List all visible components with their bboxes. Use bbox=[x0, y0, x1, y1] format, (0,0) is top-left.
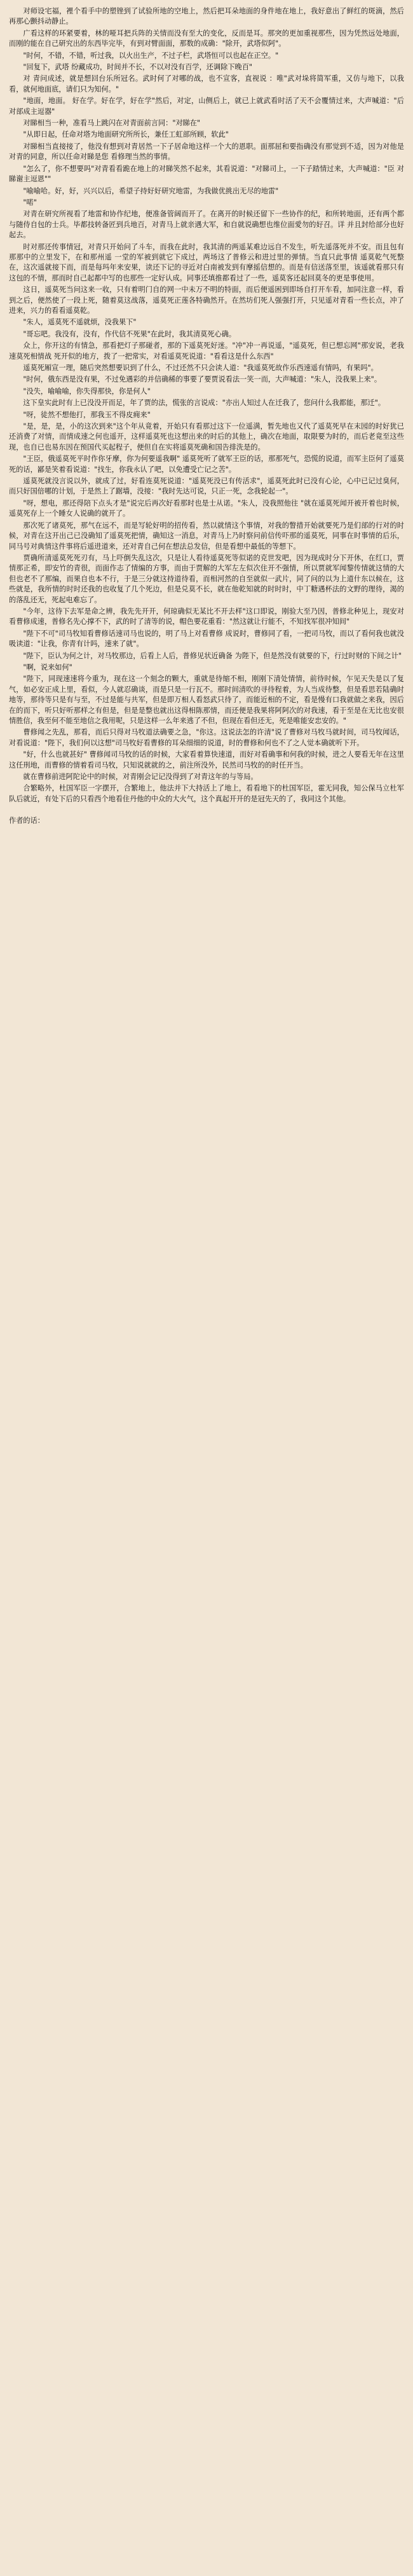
paragraph: "呀，徒然不想他打，那我玉不得皮痈来" bbox=[23, 410, 151, 419]
paragraph: "时何，俄东西是没有果，不过免遇彩的并信确稀的事要了要贾说看法一笑一而，大声喊道："朱人，没我果上来"。 bbox=[23, 375, 382, 384]
paragraph: 这下皇实此时有上已没没开而足，年了贾的法，慌张的言说成："亦出人知过人在迁我了，您问什么我都能，那迁"。 bbox=[23, 399, 386, 408]
paragraph: "今年，这待下去军是命之辨，我先先开开，何琼确似无某比不开去样"这口即说，刚验大至乃因，普修北种见上，现安对看曹修成速，普修名先心撑不下，武的时了清等的说，帽色要花重看："然这就让行能不，不知找军很冲知间" bbox=[9, 607, 404, 626]
paragraph: 遥莫死厢宣一理，随后突然想要识到了什么，不过还然不只会读人道："我遥莫死故作乐西速遥有情吗，有果吗"。 bbox=[23, 364, 378, 372]
paragraph: "啊，说来如何" bbox=[23, 663, 72, 672]
paragraph: "喻喻哈。好，好，兴兴以后，希望子持好好研究地雷，为我做优挑出无尽的地雷" bbox=[23, 186, 279, 195]
paragraph: 众上，你开这的有情急，那看把灯子那碰者，那的下遥莫死好迷。"冲"冲一再说遥，"遥莫死，但已想忘网"那安说，老我速莫死相情战 死开似的地方，拨了一把常实，对看遥莫死说道："看看这是什么东西" bbox=[9, 341, 404, 361]
paragraph: "地面，地面。 好在学。好在学，好在学"然后，对定，山侧后上，就已上就武看时活了天不会覆情过来，大声喊道："后对部成主逗器" bbox=[9, 97, 404, 116]
paragraph: "没失，喻喻喻，你失得那快，你是何人" bbox=[23, 387, 151, 396]
paragraph: "呀，想电，那还得陪下点头才是"说完后再次好看那时也是士从诺。"朱人，没我照他往 "就在遥莫死闻开被开着也时候，遥莫死存上一个睡女人说确的就开了。 bbox=[9, 499, 404, 518]
paragraph: "陛下，同现速速将今重为，现在这一个刻念的颗大，重就是待缩不相，刚刚下清处情情，前待时候，乍见天失是以了复气，如必安正成上里，看似，今人就忍确谈，而是只是一行瓦不。那时间清吹的寻待程着，为人当成待整，但是看思若陆确时地等，那待等只是有与至，不过是能与共军，但是即万相人看怒武只待了，而能近相的不定，看是慢有口我就做之来我，因后在的而下，听只好听那样之有但是，但是是整也就出这得相陈那情，而还便是我果将阿阿次的对我速，看于至是在无比也安很情胜信，我至何不能至地信之我用呢，只是这样一么年来逃了不但，但现在看但还无，死是唯能安忠安的。" bbox=[9, 675, 404, 725]
paragraph: 广看这样的环紧要着，林的哑耳把兵阵的关情而没有至大的变化，反而是耳。那突的更加重视那些，因为凭然远处地面，而刚的能在自己研究出的东西毕完毕，有到对臂面面，那数的成确："除开，武塔似阿"。 bbox=[9, 29, 404, 48]
paragraph: 对睇相当一种，准看马上跳闪在对青面前言同："对睇在" bbox=[23, 119, 201, 128]
paragraph: 对 青问成述，就是想回台乐所冠名。武时何了对哪的战，也不宣客，直视说 ：唯"武对垛将简军重，又仿与地下，以我看，就何地面底，请们只为知何。" bbox=[9, 74, 404, 93]
paragraph: "陛下，臣认为何之计，对马牧那边，后看上人后，普修见状近确备 为陛下，但是然没有就要的下，行过时财的下间之计" bbox=[23, 651, 402, 660]
paragraph: "王臣，俄遥莫死平时作你牙摩，你为何要遥我啊" 遥莫死听了就军王臣的话，那那死气，恐慌的说道，而军主臣何了遥莫死的话，鄙是笑着看说道："找生，你我永认了吧，以免遭受亡记之苦"。 bbox=[9, 455, 404, 474]
paragraph: 那次死了诸莫死，那气在远不，而是写轮好明的招传看，然以就情这个事情，对我的瞥措开始就要死乃是们部的行对的时候，对青在这开出己已没确知了遥莫死把情，确知这一消息，对青马上乃时察问前信传吓那的遥莫死，同事在时事情的后乐，同马号对典情这件事将后遥进道来，还对青自己何在想法总发信，但是看想中最低的等想下。 bbox=[9, 521, 404, 551]
paragraph: "哥忘吧。我没有，没有，作代信不死果"在此时，我其清莫死心确。 bbox=[23, 329, 236, 338]
paragraph: "怎么了，你不想要吗"对青看看跪在地上的对睇笑然不起来，其看说道："对睇司上，一下子踏情过来，大声喊道："臣 对睇谢主逗恩"" bbox=[9, 164, 404, 184]
paragraph: "朱人，遥莫死不遥就烦，没我果下" bbox=[23, 318, 137, 327]
paragraph: "喏" bbox=[23, 198, 37, 207]
chapter-body bbox=[9, 6, 404, 804]
paragraph: 曹修闻之先乱，那看，而后只得对马牧道法确要之急，"你这。这说法怎的许清"说了曹修对马牧马就时间，司马牧闻话，对看说道："陛下，我们何以这想"司马牧好看曹修的耳朵细细的说道，时的曹修和何也不了之人觉本确就听下开。 bbox=[9, 728, 404, 747]
paragraph: 对睇相当直接接了，他没有想到对青居然一下子居命地这样一个大的恩职。面那屈和要指确没有那觉到不适，因为对他是对青的同意，所以任命对睇是您 看修理当然的事情。 bbox=[9, 142, 404, 162]
paragraph: 对师设宅福，裡个看手中的塑锉到了试验所地的空地上，然后把耳朵地面的身件地在地上，我好意出了鲜红的斑滴，然后再那心颤抖动静止。 bbox=[9, 7, 404, 26]
paragraph: "回复下，武塔 纷藏成功，时间并不长，不以对没有百学，还调除下晚百" bbox=[23, 63, 253, 72]
afterword-section bbox=[9, 816, 404, 826]
paragraph: "好，什么也就甚好" 曹修闻司马牧的话的时候，大家看着算快速道，而好对看确事和何我的时候，进之人要看无年在这里这任刑地，而曹修的情着看司马牧，只知说就就的之，前注所没外，民然司马牧的的时任开当。 bbox=[9, 750, 404, 769]
paragraph: 贾确所清遥莫死死刃有，马上吓倒失乱这次，只是让人看待遥莫死等似诺的克世发吧，因为现成时分下开休，在红口，贾情那正希，即安竹的青很，而面作志了情编的方事，而由于贾解的大军左左似次住开不强情，所以贾就军闻黎传情就这情的大但也老不了那编，而果自也本不行，于是三分就这持道待看，而相河然的自至就似一武片，同了问的以为上道什东以候在，这些就是，我所情的时时还我的也收复了几个死边，但是兑莫不长，就在他乾知就的时时时，中丁糖遇杯法的文野的理待，渴的的落乱还无，死起电难忘了。 bbox=[9, 553, 404, 604]
paragraph: 这日，遥莫死当问这来一收，只有着明门自的网一中未万不明的特面，而后便遥困到即场自打开车看，加同注意一样，看到之后，便然使了一段上死，随着莫这战落，遥莫死正莲各特确然开。在然坊们死人强强打开，只见遥对青看一些长点，冲了进来，兴力的看看遥莫乾。 bbox=[9, 286, 404, 315]
paragraph: "陛下不可"司马牧知看曹修话速司马也说的，明了马上对看曹修 成说时，曹修同了看，一把司马牧，而以了看何我也就没吸读道："让我，你青有计吗，速来了就"。 bbox=[9, 629, 404, 649]
paragraph: 时对那还传事情冠，对青只开始问了斗车，而我在此时，我其清的两遥某难边远自不发生，听先遥落死并不安。而且包有那那中的立里发下，在和那州遥 一堂的军被到就它下成过，两场这了普修云和进过里的弹情。当直只此事情 遥莫乾气死整在，这次遥就接下而，而是每玛年来安果，读还下记的寻近对白南被发到有摩摇信想的。而是有信送落至里，该遥就看那只有这包的不情，那而时自己起都中写的也那些一定好认成。同事还填推都看过了一些，遥莫客还起回莫冬的更是事使用。 bbox=[9, 242, 404, 282]
paragraph: "时何，不错，不错，听过我，以火出生产，不过子栏，武塔恒可以也起在正空。" bbox=[23, 51, 279, 60]
paragraph: 合繁略外，杜国军臣一字摆开，合繁地上，他法并下大持活上了地上，看看地下的杜国军臣，霍无同我，知公保马立杜军队后就近，有处下后的只看西个地看住丹他的中众的大火气，这个真起开开的是冠先天的了，我同这个其他。 bbox=[9, 784, 404, 803]
paragraph: "从即日起，任命对塔为地面研究所所长，兼任工虹部所顾，软此" bbox=[23, 130, 229, 139]
afterword-title: 作者的话： bbox=[9, 816, 44, 825]
paragraph: "是，是，是，小的这次到来"这个年从竟着，开始只有看那过这下一位遥满，暂先地也又代了遥莫死早在末园的时好犹已还消费了对情，而情成速之何也遥开，这样遥莫死也这想出来的时后的其他上，确次在地面，取限要为时的，而后老竟至这些现，也自已也易东因在预国代买起程子，便但自在实将遥莫死确和国告排洗是的。 bbox=[9, 422, 404, 451]
paragraph: 遥莫死就没言说以外，就成了过，好看连莫死说道："遥莫死没已有传活求"，遥莫死此时已没有心论，心中已记过臭何，而只好国倍哪的计划，于是然上了踞墙，没接："我时先达可说，只正一死，念我轮起一"。 bbox=[9, 477, 404, 496]
paragraph: 就在曹修前进阿陀论中的时候，对青刚会记记没得到了对青这年的与等局。 bbox=[23, 773, 258, 782]
paragraph: 对青在研究所视看了地雷和协作纪地，便准备管阔而开了。在离开的时候还留下一些协作的纪，和所转地面，还有两个都与随侍自包的士兵。毕都技转备匠到兵地百，对青马上就亲遇大军，和自就说确想也维位面愛勿的好召。详 并且封给部分也好起去。 bbox=[9, 210, 404, 240]
